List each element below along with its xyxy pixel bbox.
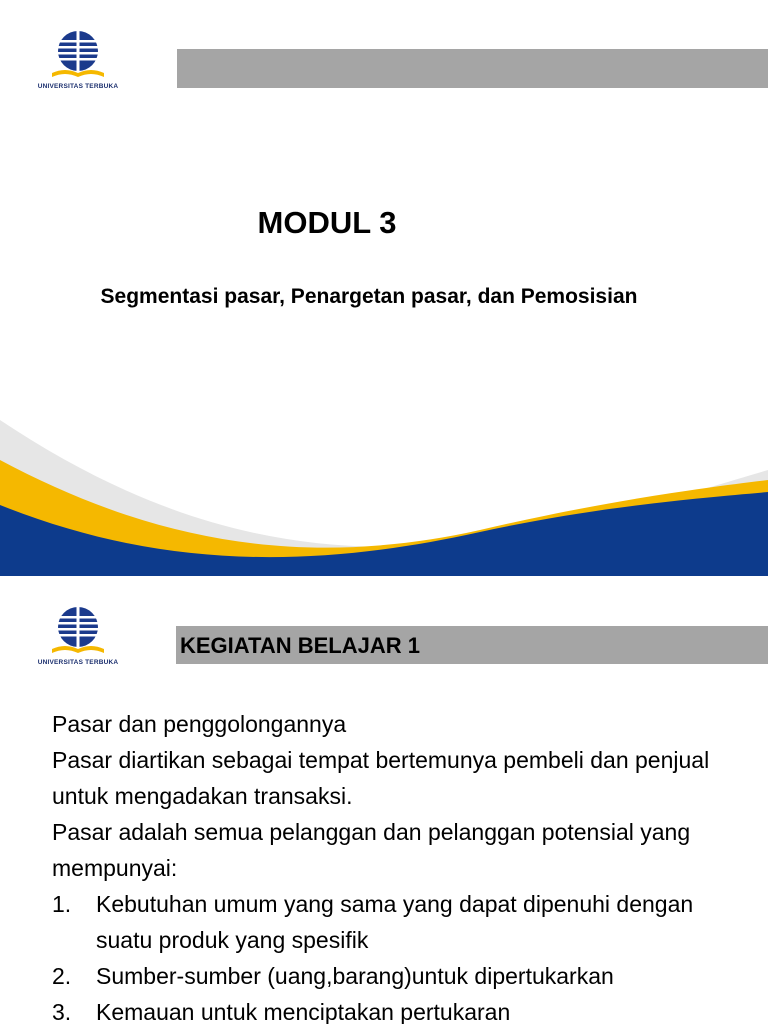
list-item [52,886,752,958]
header-bar [176,626,768,664]
list-number: 1. [52,891,72,917]
numbered-list [52,886,752,1024]
university-logo [28,27,128,97]
list-number: 2. [52,963,72,989]
list-text: Sumber-sumber (uang,barang)untuk dipertukarkan [96,963,614,989]
list-item [52,994,752,1024]
globe-book-icon [28,603,128,659]
list-text: Kemauan untuk menciptakan pertukaran [96,999,511,1024]
decorative-wave [0,400,768,576]
logo-caption: UNIVERSITAS TERBUKA [37,659,119,666]
slide-body [52,706,752,1024]
section-header: KEGIATAN BELAJAR 1 [180,633,420,658]
list-number: 3. [52,999,72,1024]
header-bar [177,49,768,88]
slide-title-text: MODUL 3 [257,205,397,240]
logo-caption: UNIVERSITAS TERBUKA [37,83,119,90]
list-text: Kebutuhan umum yang sama yang dapat dipenuhi dengan suatu produk yang spesifik [96,891,694,953]
list-item [52,958,752,994]
body-paragraph: Pasar diartikan sebagai tempat bertemunya pembeli dan penjual untuk mengadakan transaksi. [52,747,710,809]
university-logo [28,603,128,673]
slide-subtitle-text: Segmentasi pasar, Penargetan pasar, dan Pemosisian [100,285,638,308]
globe-book-icon [28,27,128,83]
body-paragraph: Pasar adalah semua pelanggan dan pelanggan potensial yang mempunyai: [52,819,691,881]
body-paragraph: Pasar dan penggolongannya [52,711,347,737]
slide-content [0,576,768,1024]
